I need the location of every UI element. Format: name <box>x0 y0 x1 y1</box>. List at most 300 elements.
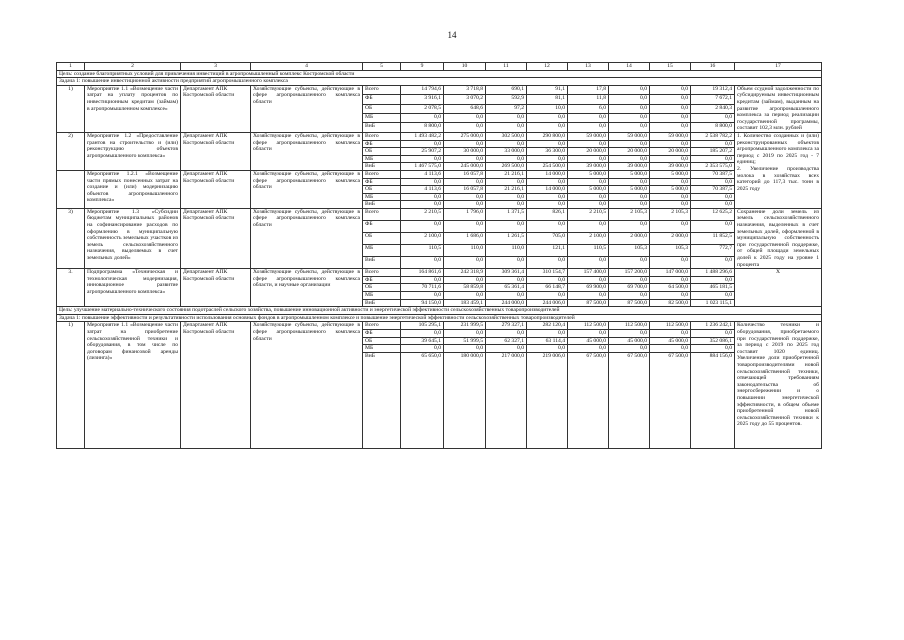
row-number: 3. <box>57 269 85 307</box>
amount-cell: 51 999,5 <box>444 337 486 345</box>
amount-cell: 39 000,0 <box>650 163 691 171</box>
amount-cell: 2 100,0 <box>401 233 444 245</box>
amount-cell: 2 210,5 <box>401 208 444 220</box>
participants: Хозяйствующие субъекты, действующие в сфере агропромышленного комплекса области, и научные организации <box>251 269 363 307</box>
amount-cell: 20 000,0 <box>568 148 609 156</box>
amount-cell: 19 312,4 <box>691 85 735 94</box>
amount-cell: 0,0 <box>486 193 527 201</box>
amount-cell: 1 261,5 <box>486 233 527 245</box>
amount-cell: 0,0 <box>401 178 444 186</box>
amount-cell: 0,0 <box>691 345 735 353</box>
table-row <box>57 322 822 330</box>
funding-source: ВнБ <box>363 123 401 132</box>
section-goal: Цель: улучшение материально-технического состояния подотраслей сельского хозяйства, повышение инновационной активности и энергетической эффективности сельскохозяйственных товаропроизводителей <box>57 307 822 315</box>
expected-result: X <box>735 269 822 307</box>
amount-cell: 1 236 242,1 <box>691 322 735 330</box>
amount-cell: 65 650,0 <box>401 352 444 448</box>
section-task: Задача 1: повышение эффективности и результативности использования основных фондов в агропромышленном комплексе и повышение энергетической эффективности сельскохозяйственных товаропроизводителей <box>57 314 822 322</box>
funding-source: ВнБ <box>363 257 401 269</box>
col-header: 3 <box>181 63 251 71</box>
table-row <box>57 132 822 140</box>
amount-cell: 0,0 <box>527 329 568 337</box>
col-header: 17 <box>735 63 822 71</box>
amount-cell: 0,0 <box>568 292 609 300</box>
amount-cell: 0,0 <box>568 193 609 201</box>
amount-cell: 231 999,5 <box>444 322 486 330</box>
amount-cell: 0,0 <box>444 257 486 269</box>
amount-cell: 70 711,6 <box>401 284 444 292</box>
section-row <box>57 78 822 86</box>
amount-cell: 112 500,0 <box>650 322 691 330</box>
amount-cell: 0,0 <box>444 276 486 284</box>
amount-cell: 0,0 <box>609 345 650 353</box>
amount-cell: 0,0 <box>650 95 691 104</box>
amount-cell: 0,0 <box>401 201 444 209</box>
amount-cell: 0,0 <box>691 220 735 232</box>
amount-cell: 0,0 <box>401 155 444 163</box>
expected-result: 1. Количество созданных и (или) реконструированных объектов агропромышленного комплекса за период с 2019 по 2025 год - 7 единиц; 2. Увеличение производства молока в хозяйствах всех категорий до 117,3 тыс. тонн в 2025 году <box>735 132 822 208</box>
amount-cell: 4 113,6 <box>401 170 444 178</box>
amount-cell: 0,0 <box>486 276 527 284</box>
col-header: 13 <box>568 63 609 71</box>
funding-source: Всего <box>363 85 401 94</box>
col-header: 12 <box>527 63 568 71</box>
amount-cell: 87 500,0 <box>568 299 609 307</box>
amount-cell: 0,0 <box>650 178 691 186</box>
page-number: 14 <box>447 30 457 40</box>
section-row <box>57 70 822 78</box>
amount-cell: 110,5 <box>568 245 609 257</box>
amount-cell: 5 000,0 <box>568 186 609 194</box>
amount-cell: 0,0 <box>691 276 735 284</box>
header-row <box>57 63 822 71</box>
funding-source: Всего <box>363 269 401 277</box>
funding-source: ОБ <box>363 104 401 113</box>
funding-source: Всего <box>363 322 401 330</box>
amount-cell: 0,0 <box>568 114 609 123</box>
amount-cell: 94 150,0 <box>401 299 444 307</box>
amount-cell: 30 000,0 <box>444 148 486 156</box>
amount-cell: 0,0 <box>691 140 735 148</box>
amount-cell: 242 318,9 <box>444 269 486 277</box>
amount-cell: 64 500,0 <box>650 284 691 292</box>
amount-cell: 0,0 <box>609 193 650 201</box>
amount-cell: 0,0 <box>609 329 650 337</box>
participants: Хозяйствующие субъекты, действующие в сфере агропромышленного комплекса области <box>251 170 363 208</box>
amount-cell: 0,0 <box>650 201 691 209</box>
funding-source: Всего <box>363 132 401 140</box>
amount-cell: 105,3 <box>609 245 650 257</box>
amount-cell: 0,0 <box>568 220 609 232</box>
funding-source: ВнБ <box>363 163 401 171</box>
amount-cell: 63 114,4 <box>527 337 568 345</box>
funding-source: ОБ <box>363 284 401 292</box>
amount-cell: 2 000,0 <box>609 233 650 245</box>
funding-source: МБ <box>363 193 401 201</box>
amount-cell: 705,0 <box>527 233 568 245</box>
amount-cell: 0,0 <box>444 193 486 201</box>
amount-cell: 0,0 <box>691 178 735 186</box>
section-row <box>57 307 822 315</box>
funding-source: ФБ <box>363 220 401 232</box>
funding-source: МБ <box>363 155 401 163</box>
amount-cell: 2 538 782,2 <box>691 132 735 140</box>
amount-cell: 121,1 <box>527 245 568 257</box>
amount-cell: 0,0 <box>527 345 568 353</box>
amount-cell: 0,0 <box>568 345 609 353</box>
amount-cell: 20 000,0 <box>650 148 691 156</box>
amount-cell: 0,0 <box>691 257 735 269</box>
amount-cell: 592,9 <box>486 95 527 104</box>
amount-cell: 147 000,0 <box>650 269 691 277</box>
row-number: 1) <box>57 85 85 132</box>
amount-cell: 2 105,3 <box>650 208 691 220</box>
amount-cell: 0,0 <box>568 257 609 269</box>
funding-source: ФБ <box>363 140 401 148</box>
amount-cell: 12 625,2 <box>691 208 735 220</box>
amount-cell: 0,0 <box>650 220 691 232</box>
amount-cell: 0,0 <box>401 292 444 300</box>
row-number: 3) <box>57 208 85 268</box>
amount-cell: 0,0 <box>401 276 444 284</box>
amount-cell: 5 000,0 <box>650 170 691 178</box>
amount-cell: 81,1 <box>527 95 568 104</box>
amount-cell: 0,0 <box>486 345 527 353</box>
amount-cell: 3 070,2 <box>444 95 486 104</box>
amount-cell: 275 000,0 <box>444 132 486 140</box>
amount-cell: 690,1 <box>486 85 527 94</box>
amount-cell: 0,0 <box>486 140 527 148</box>
amount-cell: 0,0 <box>691 201 735 209</box>
amount-cell: 302 500,0 <box>486 132 527 140</box>
amount-cell: 0,0 <box>444 123 486 132</box>
funding-source: МБ <box>363 245 401 257</box>
amount-cell: 310 154,7 <box>527 269 568 277</box>
funding-source: Всего <box>363 170 401 178</box>
amount-cell: 0,0 <box>527 140 568 148</box>
amount-cell: 0,0 <box>444 114 486 123</box>
amount-cell: 5 000,0 <box>650 186 691 194</box>
amount-cell: 0,0 <box>609 201 650 209</box>
amount-cell: 0,0 <box>568 329 609 337</box>
table-row <box>57 170 822 178</box>
amount-cell: 36 300,0 <box>527 148 568 156</box>
amount-cell: 0,0 <box>527 193 568 201</box>
amount-cell: 45 000,0 <box>568 337 609 345</box>
amount-cell: 110,0 <box>486 245 527 257</box>
amount-cell: 0,0 <box>444 220 486 232</box>
amount-cell: 0,0 <box>444 140 486 148</box>
amount-cell: 0,0 <box>609 276 650 284</box>
amount-cell: 826,1 <box>527 208 568 220</box>
amount-cell: 105,3 <box>650 245 691 257</box>
amount-cell: 2 100,0 <box>568 233 609 245</box>
amount-cell: 112 500,0 <box>568 322 609 330</box>
amount-cell: 0,0 <box>650 155 691 163</box>
row-number: 1) <box>57 322 85 448</box>
row-number: 2) <box>57 132 85 170</box>
amount-cell: 82 500,0 <box>650 299 691 307</box>
amount-cell: 352 086,1 <box>691 337 735 345</box>
amount-cell: 279 327,1 <box>486 322 527 330</box>
amount-cell: 183 459,1 <box>444 299 486 307</box>
amount-cell: 244 006,0 <box>527 299 568 307</box>
amount-cell: 67 500,0 <box>609 352 650 448</box>
amount-cell: 1 686,0 <box>444 233 486 245</box>
executor: Департамент АПК Костромской области <box>181 322 251 448</box>
amount-cell: 3 718,8 <box>444 85 486 94</box>
amount-cell: 4 113,6 <box>401 186 444 194</box>
amount-cell: 0,0 <box>444 345 486 353</box>
amount-cell: 0,0 <box>568 178 609 186</box>
funding-source: ВнБ <box>363 201 401 209</box>
amount-cell: 0,0 <box>650 85 691 94</box>
amount-cell: 87 500,0 <box>609 299 650 307</box>
funding-source: ОБ <box>363 148 401 156</box>
amount-cell: 17,8 <box>568 85 609 94</box>
amount-cell: 465 181,5 <box>691 284 735 292</box>
amount-cell: 59 000,0 <box>568 132 609 140</box>
amount-cell: 0,0 <box>444 292 486 300</box>
funding-source: МБ <box>363 114 401 123</box>
measure-name: Мероприятие 1.2.1 «Возмещение части прямых понесенных затрат на создание и (или) модернизацию объектов агропромышленного комплекса» <box>85 170 181 208</box>
funding-source: МБ <box>363 292 401 300</box>
amount-cell: 2 105,3 <box>609 208 650 220</box>
amount-cell: 0,0 <box>486 329 527 337</box>
participants: Хозяйствующие субъекты, действующие в сфере агропромышленного комплекса области <box>251 322 363 448</box>
amount-cell: 8 800,0 <box>691 123 735 132</box>
amount-cell: 0,0 <box>444 178 486 186</box>
col-header: 5 <box>363 63 401 71</box>
amount-cell: 33 000,0 <box>486 148 527 156</box>
amount-cell: 110,5 <box>401 245 444 257</box>
col-header: 16 <box>691 63 735 71</box>
amount-cell: 1 467 575,0 <box>401 163 444 171</box>
measure-name: Мероприятие 1.2 «Предоставление грантов на строительство и (или) реконструкцию объектов агропромышленного комплекса» <box>85 132 181 170</box>
funding-source: ОБ <box>363 186 401 194</box>
amount-cell: 0,0 <box>527 292 568 300</box>
amount-cell: 0,0 <box>444 201 486 209</box>
amount-cell: 157 200,0 <box>609 269 650 277</box>
amount-cell: 269 500,0 <box>486 163 527 171</box>
amount-cell: 16 057,8 <box>444 170 486 178</box>
amount-cell: 1 371,5 <box>486 208 527 220</box>
amount-cell: 0,0 <box>650 329 691 337</box>
executor: Департамент АПК Костромской области <box>181 269 251 307</box>
amount-cell: 0,0 <box>486 114 527 123</box>
amount-cell: 0,0 <box>609 178 650 186</box>
amount-cell: 0,0 <box>401 220 444 232</box>
table-row <box>57 85 822 94</box>
amount-cell: 5 000,0 <box>609 170 650 178</box>
amount-cell: 0,0 <box>401 345 444 353</box>
amount-cell: 290 800,0 <box>527 132 568 140</box>
amount-cell: 1 488 296,6 <box>691 269 735 277</box>
amount-cell: 1 796,0 <box>444 208 486 220</box>
amount-cell: 97,2 <box>486 104 527 113</box>
amount-cell: 0,0 <box>568 140 609 148</box>
amount-cell: 0,0 <box>401 257 444 269</box>
amount-cell: 0,0 <box>568 155 609 163</box>
expected-result: Количество техники и оборудования, приобретаемого при государственной поддержке, за период с 2019 по 2025 год составит 1020 единиц. Увеличение доли приобретенной товаропроизводителями новой сельскохозяйственной техники, отвечающей требованиям законодательства об энергосбережении и о повышении энергетической эффективности, в общем объеме приобретенной новой сельскохозяйственной техники к 2025 году до 55 процентов. <box>735 322 822 448</box>
amount-cell: 59 000,0 <box>650 132 691 140</box>
col-header: 10 <box>444 63 486 71</box>
amount-cell: 14 000,0 <box>527 170 568 178</box>
amount-cell: 2 210,5 <box>568 208 609 220</box>
col-header: 4 <box>251 63 363 71</box>
expected-result: Объем ссудной задолженности по субсидируемым инвестиционным кредитам (займам), выданным на развитие агропромышленного комплекса за период реализации государственной программы, составит 102,3 млн. рублей <box>735 85 822 132</box>
col-header: 15 <box>650 63 691 71</box>
funding-source: Всего <box>363 208 401 220</box>
measure-name: Мероприятие 1.1 «Возмещение части затрат на уплату процентов по инвестиционным кредитам (займам) в агропромышленном комплексе» <box>85 85 181 132</box>
funding-source: ВнБ <box>363 299 401 307</box>
amount-cell: 309 361,4 <box>486 269 527 277</box>
amount-cell: 39 000,0 <box>568 163 609 171</box>
amount-cell: 219 006,0 <box>527 352 568 448</box>
amount-cell: 66 148,7 <box>527 284 568 292</box>
amount-cell: 0,0 <box>650 276 691 284</box>
amount-cell: 0,0 <box>401 329 444 337</box>
amount-cell: 0,0 <box>609 257 650 269</box>
amount-cell: 0,0 <box>609 123 650 132</box>
funding-source: ВнБ <box>363 352 401 448</box>
amount-cell: 69 700,0 <box>609 284 650 292</box>
amount-cell: 112 500,0 <box>609 322 650 330</box>
executor: Департамент АПК Костромской области <box>181 170 251 208</box>
amount-cell: 0,0 <box>568 276 609 284</box>
expected-result: Сохранение доли земель из земель сельскохозяйственного назначения, выделенных в счет земельных долей, оформленной в муниципальную собственность при государственной поддержке, от общей площади земельных долей к 2025 году на уровне 1 процента <box>735 208 822 268</box>
amount-cell: 0,0 <box>691 292 735 300</box>
amount-cell: 0,0 <box>401 114 444 123</box>
amount-cell: 20 000,0 <box>609 148 650 156</box>
executor: Департамент АПК Костромской области <box>181 208 251 268</box>
amount-cell: 58 859,8 <box>444 284 486 292</box>
amount-cell: 0,0 <box>650 292 691 300</box>
col-header: 14 <box>609 63 650 71</box>
amount-cell: 0,0 <box>401 193 444 201</box>
amount-cell: 0,0 <box>609 220 650 232</box>
amount-cell: 254 500,0 <box>527 163 568 171</box>
amount-cell: 0,0 <box>527 201 568 209</box>
amount-cell: 7 672,1 <box>691 95 735 104</box>
amount-cell: 2 078,5 <box>401 104 444 113</box>
amount-cell: 0,0 <box>691 114 735 123</box>
amount-cell: 25 907,2 <box>401 148 444 156</box>
amount-cell: 0,0 <box>527 276 568 284</box>
program-table <box>56 62 822 449</box>
amount-cell: 180 000,0 <box>444 352 486 448</box>
amount-cell: 3 916,1 <box>401 95 444 104</box>
amount-cell: 0,0 <box>650 140 691 148</box>
amount-cell: 67 500,0 <box>650 352 691 448</box>
participants: Хозяйствующие субъекты, действующие в сфере агропромышленного комплекса области <box>251 85 363 132</box>
amount-cell: 0,0 <box>568 123 609 132</box>
amount-cell: 16 057,8 <box>444 186 486 194</box>
amount-cell: 0,0 <box>568 201 609 209</box>
amount-cell: 0,0 <box>486 123 527 132</box>
amount-cell: 110,0 <box>444 245 486 257</box>
amount-cell: 6,0 <box>568 104 609 113</box>
executor: Департамент АПК Костромской области <box>181 85 251 132</box>
col-header: 1 <box>57 63 85 71</box>
amount-cell: 0,0 <box>609 140 650 148</box>
amount-cell: 14 000,0 <box>527 186 568 194</box>
row-number <box>57 170 85 208</box>
amount-cell: 0,0 <box>486 220 527 232</box>
amount-cell: 0,0 <box>650 114 691 123</box>
amount-cell: 5 000,0 <box>568 170 609 178</box>
amount-cell: 0,0 <box>650 345 691 353</box>
amount-cell: 0,0 <box>401 140 444 148</box>
table-row <box>57 208 822 220</box>
executor: Департамент АПК Костромской области <box>181 132 251 170</box>
amount-cell: 11,8 <box>568 95 609 104</box>
amount-cell: 70 387,5 <box>691 170 735 178</box>
amount-cell: 2 000,0 <box>650 233 691 245</box>
amount-cell: 0,0 <box>527 178 568 186</box>
amount-cell: 0,0 <box>691 193 735 201</box>
amount-cell: 244 000,0 <box>486 299 527 307</box>
amount-cell: 884 156,0 <box>691 352 735 448</box>
amount-cell: 0,0 <box>650 123 691 132</box>
funding-source: ФБ <box>363 178 401 186</box>
amount-cell: 0,0 <box>650 104 691 113</box>
amount-cell: 0,0 <box>486 257 527 269</box>
amount-cell: 39 000,0 <box>609 163 650 171</box>
amount-cell: 8 800,0 <box>401 123 444 132</box>
funding-source: ФБ <box>363 276 401 284</box>
amount-cell: 11 852,5 <box>691 233 735 245</box>
amount-cell: 91,1 <box>527 85 568 94</box>
amount-cell: 45 000,0 <box>650 337 691 345</box>
amount-cell: 0,0 <box>486 155 527 163</box>
amount-cell: 0,0 <box>650 193 691 201</box>
amount-cell: 62 327,1 <box>486 337 527 345</box>
amount-cell: 0,0 <box>527 220 568 232</box>
amount-cell: 0,0 <box>691 329 735 337</box>
amount-cell: 648,6 <box>444 104 486 113</box>
amount-cell: 59 000,0 <box>609 132 650 140</box>
amount-cell: 245 000,0 <box>444 163 486 171</box>
amount-cell: 0,0 <box>527 123 568 132</box>
amount-cell: 0,0 <box>486 178 527 186</box>
amount-cell: 70 387,5 <box>691 186 735 194</box>
measure-name: Мероприятие 1.3 «Субсидии бюджетам муниципальных районов на софинансирование расходов по оформлению в муниципальную собственность земельных участков из земель сельскохозяйственного назначения, выделяемых в счет земельных долей» <box>85 208 181 268</box>
amount-cell: 0,0 <box>650 257 691 269</box>
amount-cell: 0,0 <box>609 104 650 113</box>
col-header: 9 <box>401 63 444 71</box>
table-row <box>57 269 822 277</box>
participants: Хозяйствующие субъекты, действующие в сфере агропромышленного комплекса области <box>251 132 363 170</box>
amount-cell: 2 840,3 <box>691 104 735 113</box>
amount-cell: 0,0 <box>609 95 650 104</box>
funding-source: ФБ <box>363 329 401 337</box>
amount-cell: 772,7 <box>691 245 735 257</box>
amount-cell: 0,0 <box>527 114 568 123</box>
funding-source: МБ <box>363 345 401 353</box>
amount-cell: 39 645,1 <box>401 337 444 345</box>
amount-cell: 0,0 <box>444 155 486 163</box>
amount-cell: 10,0 <box>527 104 568 113</box>
amount-cell: 282 120,4 <box>527 322 568 330</box>
amount-cell: 2 353 575,0 <box>691 163 735 171</box>
amount-cell: 45 000,0 <box>609 337 650 345</box>
amount-cell: 0,0 <box>609 155 650 163</box>
amount-cell: 0,0 <box>486 292 527 300</box>
amount-cell: 0,0 <box>691 155 735 163</box>
measure-name: Подпрограмма «Техническая и технологическая модернизация, инновационное развитие агропромышленного комплекса» <box>85 269 181 307</box>
amount-cell: 21 216,1 <box>486 170 527 178</box>
